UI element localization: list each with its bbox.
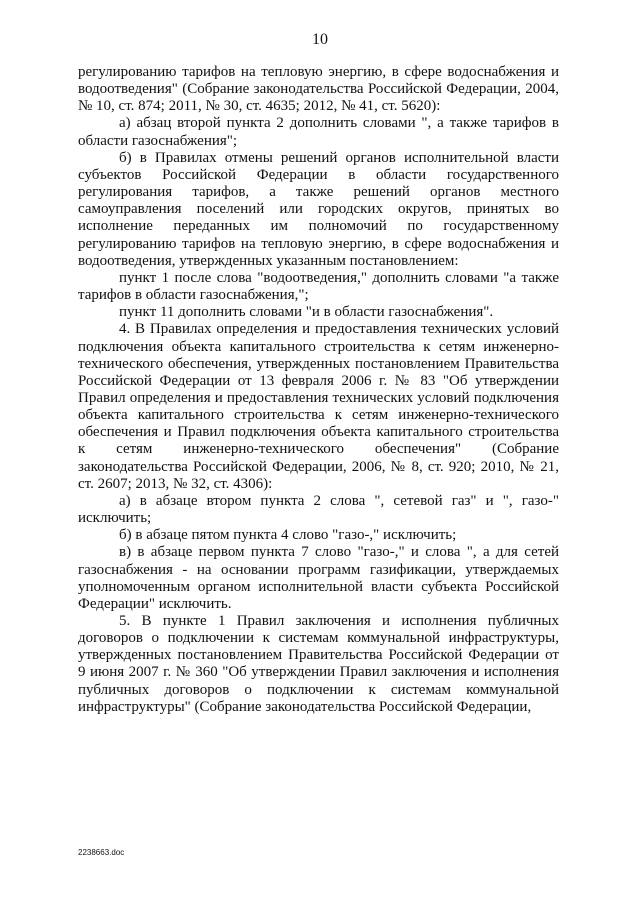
- document-file-name: 2238663.doc: [78, 848, 125, 857]
- paragraph-tariffs-intro: регулированию тарифов на тепловую энергию, в сфере водоснабжения и водоотведения" (Собрание законодательства Российской Федерации, 2004, № 10, ст. 874; 2011, № 30, ст. 4635; 2012, № 41, ст. 5620):: [78, 64, 559, 115]
- paragraph-item-a-gas: а) абзац второй пункта 2 дополнить словами ", а также тарифов в области газоснабжения";: [78, 115, 559, 149]
- paragraph-item-b-rules-cancellation: б) в Правилах отмены решений органов исполнительной власти субъектов Российской Федерации в области государственного регулирования тарифов, а также решений органов местного самоуправления поселений или городских округов, принятых во исполнение переданных им полномочий по государственному регулированию тарифов на тепловую энергию, в сфере водоснабжения и водоотведения, утвержденных указанным постановлением:: [78, 149, 559, 269]
- document-body: [78, 64, 559, 716]
- paragraph-point-11-amendment: пункт 11 дополнить словами "и в области газоснабжения".: [119, 304, 494, 321]
- page-number: 10: [312, 31, 328, 48]
- paragraph-section-4-item-b: б) в абзаце пятом пункта 4 слово "газо-," исключить;: [119, 527, 457, 544]
- paragraph-section-4: 4. В Правилах определения и предоставления технических условий подключения объекта капитального строительства к сетям инженерно-технического обеспечения, утвержденных постановлением Правительства Российской Федерации от 13 февраля 2006 г. № 83 "Об утверждении Правил определения и предоставления технических условий подключения объекта капитального строительства к сетям инженерно-технического обеспечения и Правил подключения объекта капитального строительства к сетям инженерно-технического обеспечения" (Собрание законодательства Российской Федерации, 2006, № 8, ст. 920; 2010, № 21, ст. 2607; 2013, № 32, ст. 4306):: [78, 321, 559, 492]
- paragraph-section-4-item-a: а) в абзаце втором пункта 2 слова ", сетевой газ" и ", газо-" исключить;: [78, 492, 559, 527]
- paragraph-point-1-amendment: пункт 1 после слова "водоотведения," дополнить словами "а также тарифов в области газоснабжения,";: [78, 269, 559, 304]
- paragraph-section-5: 5. В пункте 1 Правил заключения и исполнения публичных договоров о подключении к системам коммунальной инфраструктуры, утвержденных постановлением Правительства Российской Федерации от 9 июня 2007 г. № 360 "Об утверждении Правил заключения и исполнения публичных договоров о подключении к системам коммунальной инфраструктуры" (Собрание законодательства Российской Федерации,: [78, 613, 559, 715]
- paragraph-section-4-item-v: в) в абзаце первом пункта 7 слово "газо-," и слова ", а для сетей газоснабжения - на основании программ газификации, утверждаемых уполномоченным органом исполнительной власти субъекта Российской Федерации" исключить.: [78, 544, 559, 612]
